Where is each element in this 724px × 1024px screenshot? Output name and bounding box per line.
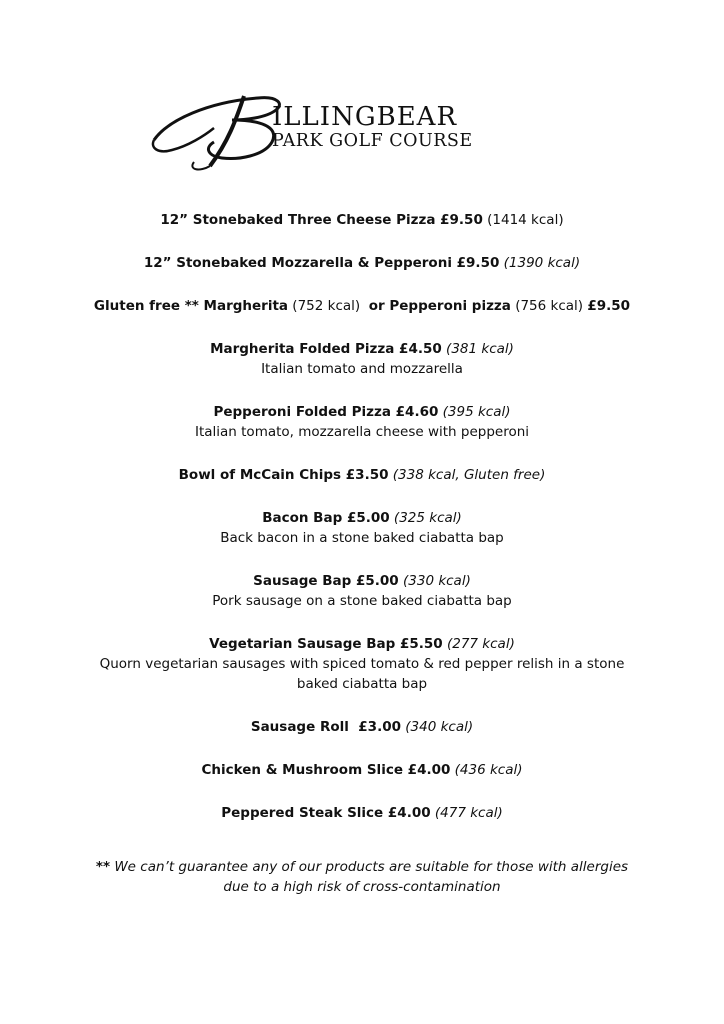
menu-item-heading (40, 571, 684, 591)
disclaimer-text-1: We can’t guarantee any of our products are suitable for those with allergies (110, 859, 629, 875)
menu-item (0, 508, 724, 548)
menu-item-description: Back bacon in a stone baked ciabatta bap (220, 530, 504, 546)
menu-item-heading (40, 296, 684, 316)
menu-item-name-price: Pepperoni Folded Pizza £4.60 (213, 404, 439, 420)
menu-item (0, 253, 724, 273)
logo (148, 80, 568, 180)
menu-item-calories: (338 kcal, Gluten free) (388, 467, 546, 483)
menu-item-name-price: or Pepperoni pizza (368, 298, 511, 314)
menu-item (0, 296, 724, 316)
menu-item-calories: (381 kcal) (441, 341, 514, 357)
menu-item-description: Quorn vegetarian sausages with spiced tomato & red pepper relish in a stone baked ciabatta bap (99, 656, 625, 692)
menu-item-name-price: Bowl of McCain Chips £3.50 (178, 467, 389, 483)
allergy-disclaimer (0, 857, 724, 897)
menu-item-name-price: Sausage Bap £5.00 (253, 573, 399, 589)
menu-item-heading (40, 402, 684, 422)
menu-item (82, 634, 642, 694)
menu-list (0, 210, 724, 846)
menu-item-heading (40, 717, 684, 737)
menu-item (0, 803, 724, 823)
menu-item-calories: (1390 kcal) (499, 255, 581, 271)
menu-item-heading (40, 253, 684, 273)
menu-item-heading (40, 210, 684, 230)
menu-item-calories: (477 kcal) (430, 805, 503, 821)
menu-item (0, 717, 724, 737)
menu-item-name-price: Gluten free ** Margherita (93, 298, 289, 314)
menu-item-description: Pork sausage on a stone baked ciabatta bap (212, 593, 512, 609)
script-b-icon (148, 80, 288, 180)
menu-item-calories: (756 kcal) (510, 298, 588, 314)
menu-item-heading (40, 803, 684, 823)
menu-item-calories: (330 kcal) (398, 573, 471, 589)
menu-item-calories: (340 kcal) (400, 719, 474, 735)
menu-item-calories: (395 kcal) (438, 404, 511, 420)
menu-item-heading (40, 465, 684, 485)
menu-item-calories: (325 kcal) (389, 510, 462, 526)
menu-item-name-price: 12” Stonebaked Three Cheese Pizza £9.50 (160, 212, 483, 228)
menu-item (0, 210, 724, 230)
menu-item-name-price: Sausage Roll £3.00 (250, 719, 401, 735)
disclaimer-line-2: due to a high risk of cross-contamination (223, 879, 501, 895)
menu-item (0, 465, 724, 485)
disclaimer-stars: ** (95, 859, 111, 875)
menu-item-heading (40, 339, 684, 359)
menu-item-description: Italian tomato, mozzarella cheese with pepperoni (194, 424, 530, 440)
menu-item-heading (40, 508, 684, 528)
menu-item (0, 402, 724, 442)
logo-title: ILLINGBEAR (272, 102, 458, 132)
menu-item-name-price: Bacon Bap £5.00 (262, 510, 390, 526)
menu-item-heading (82, 634, 642, 654)
menu-item-name-price: Chicken & Mushroom Slice £4.00 (201, 762, 451, 778)
menu-item-name-price: Peppered Steak Slice £4.00 (221, 805, 431, 821)
menu-item-calories: (277 kcal) (442, 636, 515, 652)
menu-item-name-price: £9.50 (587, 298, 631, 314)
menu-item-heading (40, 760, 684, 780)
menu-item-calories: (752 kcal) (288, 298, 369, 314)
menu-item-name-price: 12” Stonebaked Mozzarella & Pepperoni £9.50 (143, 255, 500, 271)
disclaimer-line-1 (0, 857, 724, 877)
menu-item (0, 760, 724, 780)
menu-item-description: Italian tomato and mozzarella (261, 361, 463, 377)
menu-item-name-price: Vegetarian Sausage Bap £5.50 (209, 636, 443, 652)
menu-item (0, 571, 724, 611)
menu-item-name-price: Margherita Folded Pizza £4.50 (210, 341, 442, 357)
menu-item-calories: (1414 kcal) (482, 212, 564, 228)
menu-item (0, 339, 724, 379)
menu-item-calories: (436 kcal) (450, 762, 523, 778)
logo-subtitle: PARK GOLF COURSE (272, 131, 473, 151)
